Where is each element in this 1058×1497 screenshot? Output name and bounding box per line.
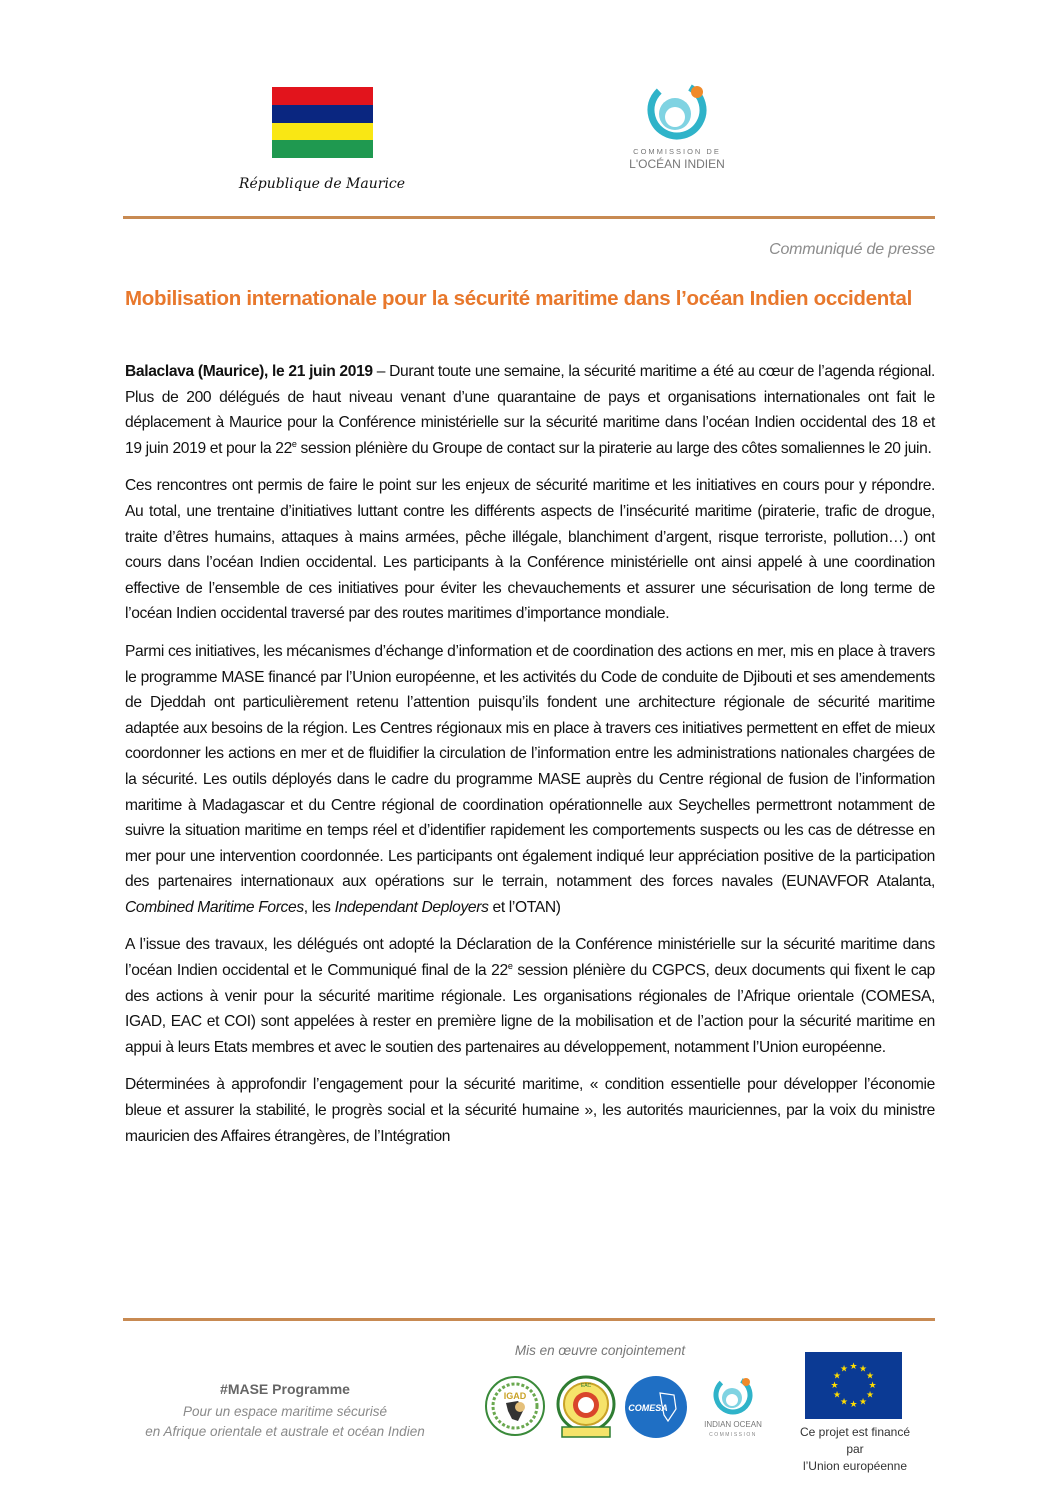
mase-programme-title: #MASE Programme <box>220 1381 350 1397</box>
ioc-emblem-icon <box>698 1375 768 1441</box>
svg-text:★: ★ <box>858 1364 868 1375</box>
italic-term: Combined Maritime Forces <box>125 898 304 916</box>
svg-text:★: ★ <box>830 1381 839 1391</box>
coi-emblem-icon <box>620 82 735 177</box>
paragraph-text: Parmi ces initiatives, les mécanismes d’échange d’information et de coordination des actions en mer, mis en place à travers le programme MASE financé par l’Union européenne, et les activités du Code de conduite de Djibouti et ses amendements de Djeddah ont particulièrement retenu l’attention puisqu’ils fondent une architecture régionale de sécurité maritime adaptée aux besoins de la région. Les Centres régionaux mis en place à travers ces initiatives permettent en effet de mieux coordonner les actions en mer et de fluidifier la circulation de l’information entre les administrations nationales chargées de la sécurité. Les outils déployés dans le cadre du programme MASE auprès du Centre régional de fusion de l’information maritime à Madagascar et du Centre régional de coordination opérationnelle aux Seychelles permettront notamment de suivre la situation maritime en temps réel et d’identifier rapidement les comportements suspects ou les cas de détresse en mer pour une intervention coordonnée. Les participants ont également indiqué leur appréciation positive de la participation des partenaires internationaux aux opérations sur le terrain, notamment des forces navales (EUNAVFOR Atalanta, <box>125 642 935 891</box>
svg-text:★: ★ <box>865 1371 875 1382</box>
paragraph-text: A l’issue des travaux, les délégués ont adopté la Déclaration de la Conférence ministérielle sur la sécurité maritime dans l’océan Indien occidental et le Communiqué final de la 22 <box>125 936 935 980</box>
eu-flag <box>805 1352 902 1419</box>
paragraph-5: Déterminées à approfondir l’engagement pour la sécurité maritime, « condition essentielle pour développer l’économie bleue et assurer la stabilité, le progrès social et la sécurité humaine », les autorités mauriciennes, par la voix du ministre mauricien des Affaires étrangères, de l’Intégration <box>125 1076 935 1145</box>
flag-stripe-red <box>272 87 373 105</box>
coi-logo-line2: L'OCÉAN INDIEN <box>629 157 725 171</box>
svg-text:★: ★ <box>839 1364 849 1375</box>
document-body <box>125 359 935 1161</box>
joint-implementation-label: Mis en œuvre conjointement <box>514 1343 686 1358</box>
coi-logo-line1: COMMISSION DE <box>633 147 721 156</box>
paragraph-1 <box>125 359 935 461</box>
igad-logo <box>484 1375 546 1442</box>
svg-text:★: ★ <box>849 1362 858 1372</box>
svg-text:★: ★ <box>849 1400 858 1410</box>
superscript: e <box>291 438 297 449</box>
svg-text:★: ★ <box>868 1381 877 1391</box>
paragraph-text: session plénière du CGPCS, deux documents qui fixent le cap des actions à venir pour la sécurité maritime régionale. Les organisations régionales de l’Afrique orientale (COMESA, IGAD, EAC et COI) sont appelées à rester en première ligne de la mobilisation et de l’action pour la sécurité maritime en appui à leurs Etats membres et avec le soutien des partenaires au développement, notamment l’Union européenne. <box>125 962 935 1056</box>
igad-emblem-icon <box>484 1375 546 1437</box>
mase-programme-tagline <box>120 1402 450 1442</box>
tagline-line-1: Pour un espace maritime sécurisé <box>182 1404 388 1419</box>
header-divider <box>123 216 935 219</box>
footer-divider <box>123 1318 935 1321</box>
paragraph-2: Ces rencontres ont permis de faire le point sur les enjeux de sécurité maritime et les initiatives en cours pour y répondre. Au total, une trentaine d’initiatives luttant contre les différents aspects de l’insécurité maritime (piraterie, trafic de drogue, traite d’êtres humains, attaques à mains armées, pêche illégale, blanchiment d’argent, risque terroriste, pollution…) ont cours dans l’océan Indien occidental. Les participants à la Conférence ministérielle ont ainsi appelé à une coordination effective de l’ensemble de ces initiatives pour éviter les chevauchements et assurer une sécurisation de long terme de l’océan Indien occidental traversé par des routes maritimes d’importance mondiale. <box>125 477 935 623</box>
coi-logo <box>620 82 735 177</box>
svg-text:EAC: EAC <box>580 1383 592 1389</box>
tagline-line-2: en Afrique orientale et australe et océan Indien <box>145 1424 425 1439</box>
eu-caption-line-2: l’Union européenne <box>802 1459 908 1473</box>
svg-text:COMMISSION: COMMISSION <box>709 1432 757 1438</box>
svg-text:★: ★ <box>858 1397 868 1408</box>
paragraph-text: et l’OTAN) <box>488 898 561 916</box>
paragraph-text: – Durant toute une semaine, la sécurité maritime a été au cœur de l’agenda régional. Plus de 200 délégués de haut niveau venant d’une quarantaine de pays et organisations internationales ont fait le déplacement à Maurice pour la Conférence ministérielle sur la sécurité maritime dans l’océan Indien occidental des 18 et 19 juin 2019 et pour la 22 <box>125 363 936 457</box>
document-title: Mobilisation internationale pour la sécurité maritime dans l’océan Indien occidental <box>125 287 913 310</box>
dateline: Balaclava (Maurice), le 21 juin 2019 <box>125 363 373 380</box>
eac-emblem-icon <box>554 1375 618 1441</box>
indian-ocean-commission-logo <box>698 1375 768 1446</box>
paragraph-3 <box>125 639 935 921</box>
svg-text:★: ★ <box>865 1390 875 1401</box>
eac-logo <box>554 1375 618 1446</box>
press-release-label: Communiqué de presse <box>769 241 935 258</box>
svg-text:★: ★ <box>832 1371 842 1382</box>
svg-text:COMESA: COMESA <box>628 1403 668 1413</box>
svg-text:IGAD: IGAD <box>503 1391 527 1401</box>
superscript: e <box>507 960 513 971</box>
eu-stars-icon <box>805 1352 902 1419</box>
paragraph-text: , les <box>303 898 335 916</box>
paragraph-4 <box>125 932 935 1060</box>
svg-text:★: ★ <box>839 1397 849 1408</box>
italic-term: Independant Deployers <box>334 898 489 916</box>
svg-text:INDIAN OCEAN: INDIAN OCEAN <box>704 1420 762 1429</box>
flag-stripe-yellow <box>272 123 373 141</box>
flag-stripe-green <box>272 140 373 158</box>
flag-caption: République de Maurice <box>238 176 406 192</box>
eu-caption-line-1: Ce projet est financé par <box>799 1425 911 1456</box>
eu-funding-caption <box>790 1424 920 1475</box>
comesa-emblem-icon <box>624 1375 688 1439</box>
comesa-logo <box>624 1375 688 1444</box>
paragraph-text: session plénière du Groupe de contact sur la piraterie au large des côtes somaliennes le 20 juin. <box>296 439 932 457</box>
flag-stripe-blue <box>272 105 373 123</box>
svg-text:★: ★ <box>832 1390 842 1401</box>
mauritius-flag <box>272 87 373 158</box>
